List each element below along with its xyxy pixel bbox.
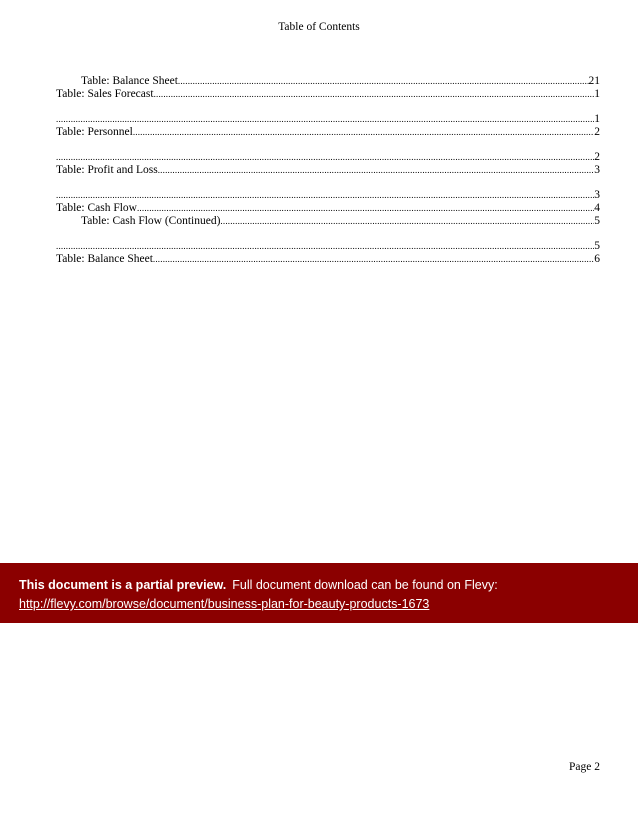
toc-entry-label: Table: Balance Sheet (81, 75, 178, 87)
toc-entry[interactable] (56, 88, 600, 101)
table-of-contents (56, 75, 600, 266)
toc-entry-label: Table: Sales Forecast (56, 88, 154, 100)
toc-dot-leader (154, 88, 595, 101)
banner-bold-text: This document is a partial preview. (19, 578, 227, 592)
toc-dot-leader (220, 215, 594, 228)
toc-entry[interactable] (56, 126, 600, 139)
toc-entry-label: Table: Profit and Loss (56, 164, 158, 176)
toc-entry-page: 21 (588, 75, 600, 87)
toc-entry[interactable] (56, 75, 600, 88)
toc-entry-page: 5 (594, 240, 600, 252)
preview-banner (0, 563, 638, 623)
toc-entry-label: Table: Cash Flow (Continued) (81, 215, 221, 227)
toc-dot-leader (133, 126, 594, 139)
toc-entry[interactable] (56, 253, 600, 266)
toc-dot-leader (56, 240, 594, 253)
toc-entry[interactable] (56, 164, 600, 177)
toc-entry[interactable] (56, 215, 600, 228)
toc-entry-page: 3 (594, 164, 600, 176)
toc-dot-leader (137, 202, 594, 215)
toc-entry[interactable] (56, 113, 600, 126)
toc-entry-label: Table: Balance Sheet (56, 253, 153, 265)
toc-dot-leader (178, 75, 589, 88)
toc-dot-leader (56, 189, 594, 202)
toc-entry-page: 4 (594, 202, 600, 214)
toc-entry-label: Table: Cash Flow (56, 202, 137, 214)
page-number: Page 2 (569, 761, 600, 773)
toc-entry-page: 5 (594, 215, 600, 227)
flevy-document-link[interactable]: http://flevy.com/browse/document/business-plan-for-beauty-products-1673 (19, 597, 430, 611)
toc-entry-page: 1 (594, 88, 600, 100)
toc-dot-leader (153, 253, 594, 266)
toc-entry[interactable] (56, 151, 600, 164)
banner-text: Full document download can be found on Flevy: (232, 578, 498, 592)
toc-entry-page: 1 (594, 113, 600, 125)
toc-dot-leader (56, 113, 594, 126)
page-title: Table of Contents (278, 21, 360, 33)
toc-dot-leader (56, 151, 594, 164)
toc-entry-page: 6 (594, 253, 600, 265)
banner-link-line (19, 595, 638, 614)
banner-message (19, 576, 638, 595)
toc-entry[interactable] (56, 240, 600, 253)
toc-entry-page: 2 (594, 126, 600, 138)
toc-entry-page: 3 (594, 189, 600, 201)
toc-entry[interactable] (56, 189, 600, 202)
toc-entry[interactable] (56, 202, 600, 215)
toc-entry-label: Table: Personnel (56, 126, 133, 138)
toc-entry-page: 2 (594, 151, 600, 163)
toc-dot-leader (158, 164, 595, 177)
